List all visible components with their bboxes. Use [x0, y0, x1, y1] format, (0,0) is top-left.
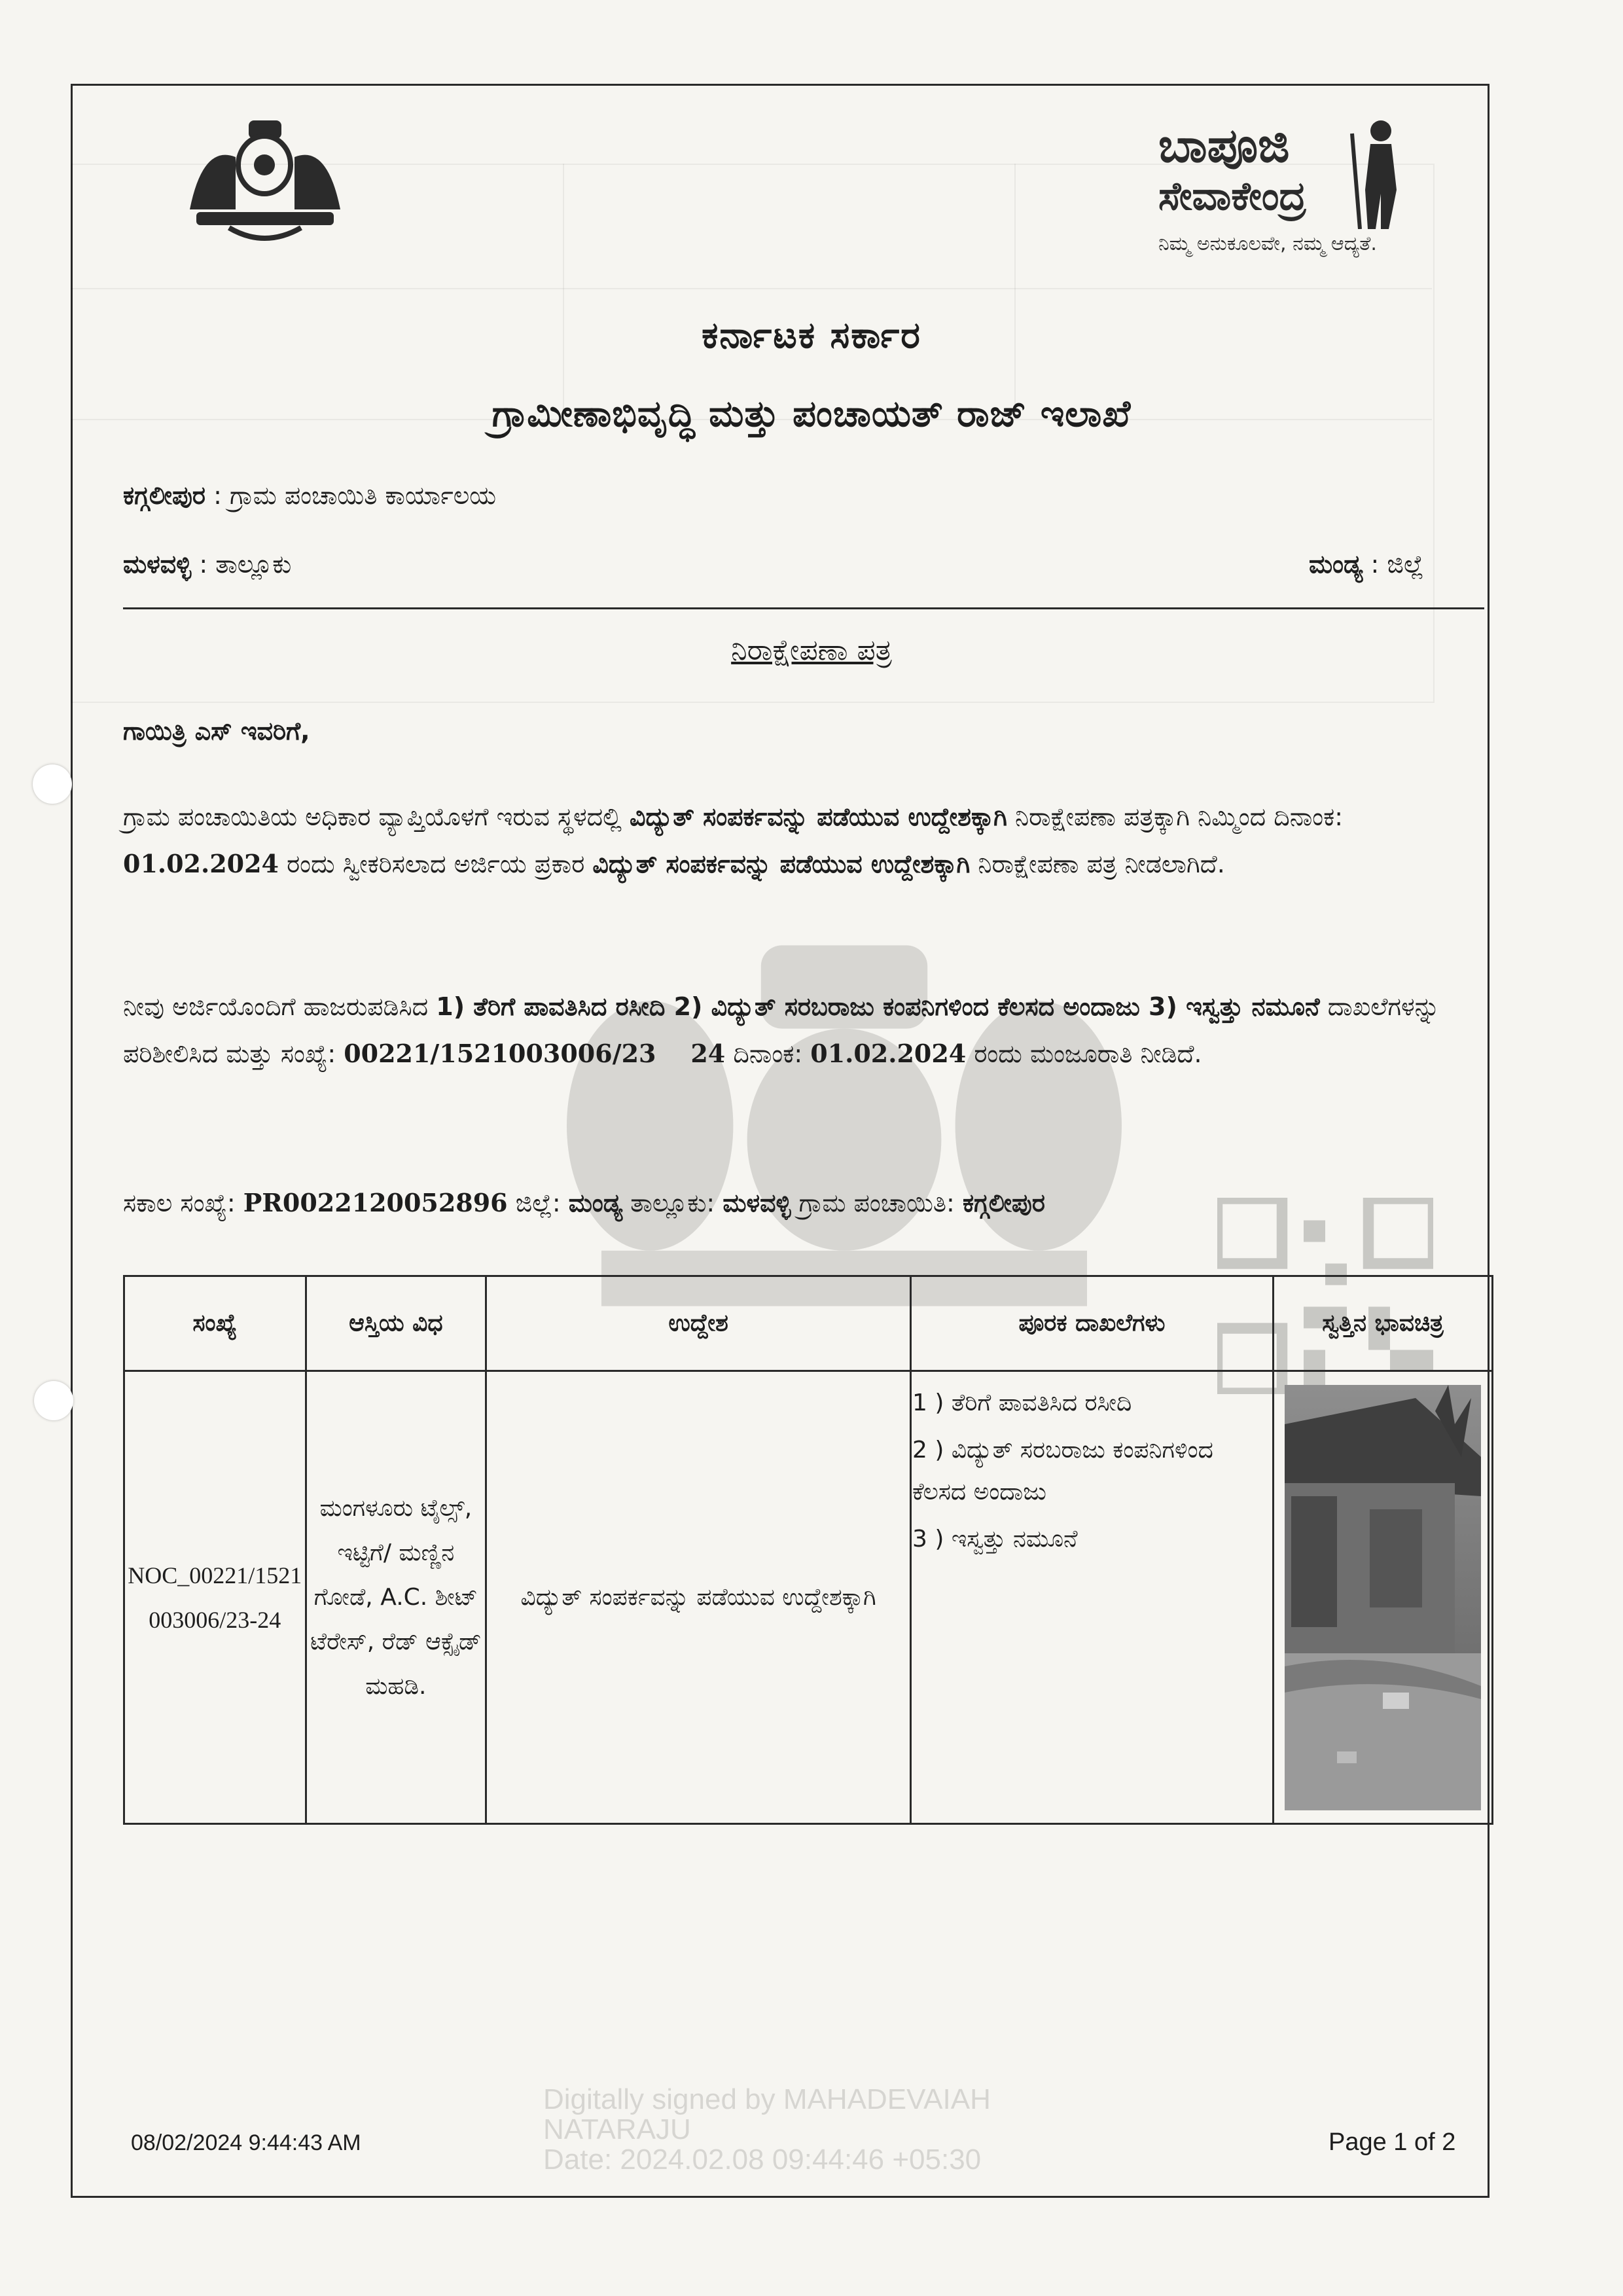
gandhi-figure-icon [1342, 118, 1420, 229]
sakala-gp-label: ಗ್ರಾಮ ಪಂಚಾಯಿತಿ: [791, 1189, 963, 1217]
print-timestamp: 08/02/2024 9:44:43 AM [131, 2130, 361, 2155]
signature-line1: Digitally signed by MAHADEVAIAH [543, 2083, 991, 2115]
sakala-district: ಮಂಡ್ಯ [568, 1189, 623, 1217]
bleed-through-line [71, 288, 1432, 289]
bapuji-sevakendra-logo [1145, 118, 1433, 268]
digital-signature-stamp [543, 2085, 991, 2175]
header-supporting-documents: ಪೂರಕ ದಾಖಲೆಗಳು [911, 1276, 1274, 1371]
sakala-gp: ಕಗ್ಗಲೀಪುರ [962, 1189, 1045, 1217]
noc-number-text: NOC_00221/1521003006/23-24 [128, 1562, 302, 1633]
taluk-line [123, 550, 291, 579]
table-row [124, 1371, 1493, 1824]
para2-date: 01.02.2024 [810, 1039, 967, 1068]
salutation: ಗಾಯಿತ್ರಿ ಎಸ್ ಇವರಿಗೆ, [123, 717, 310, 745]
document-item: 3 ) ಇಸ್ವತ್ತು ನಮೂನೆ [912, 1526, 1078, 1552]
district-label: : ಜಿಲ್ಲೆ [1370, 550, 1424, 579]
para1-text-1: ಗ್ರಾಮ ಪಂಚಾಯಿತಿಯ ಅಧಿಕಾರ ವ್ಯಾಪ್ತಿಯೊಳಗೆ ಇರುವ ಸ್ಥಳದಲ್ಲಿ [123, 802, 630, 831]
header-property-photo: ಸ್ವತ್ತಿನ ಭಾವಚಿತ್ರ [1274, 1276, 1493, 1371]
sakala-line [123, 1188, 1045, 1218]
document-item: 1 ) ತೆರಿಗೆ ಪಾವತಿಸಿದ ರಸೀದಿ [912, 1390, 1132, 1416]
office-label: : ಗ್ರಾಮ ಪಂಚಾಯಿತಿ ಕಾರ್ಯಾಲಯ [213, 481, 497, 510]
supporting-documents [911, 1371, 1274, 1824]
para2-number: 00221/1521003006/23 24 [344, 1039, 726, 1068]
property-photo-cell [1274, 1371, 1493, 1824]
para1-text-4: ನಿರಾಕ್ಷೇಪಣಾ ಪತ್ರ ನೀಡಲಾಗಿದೆ. [970, 850, 1225, 878]
table-header-row [124, 1276, 1493, 1371]
para1-date: 01.02.2024 [123, 849, 279, 878]
sakala-number: PR0022120052896 [243, 1188, 508, 1217]
logo-line2: ಸೇವಾಕೇಂದ್ರ [1158, 173, 1306, 219]
sakala-taluk: ಮಳವಳ್ಳಿ [722, 1189, 791, 1217]
paragraph-1 [123, 793, 1478, 888]
noc-number [124, 1371, 306, 1824]
government-heading: ಕರ್ನಾಟಕ ಸರ್ಕಾರ [702, 314, 921, 357]
property-type [306, 1371, 486, 1824]
page-number: Page 1 of 2 [1329, 2128, 1456, 2156]
bleed-through-line [1014, 164, 1016, 419]
property-type-text: ಮಂಗಳೂರು ಟೈಲ್ಸ್, ಇಟ್ಟಿಗೆ/ ಮಣ್ಣಿನ ಗೋಡೆ, A.C. ಶೀಟ್ ಟೆರೇಸ್, ರೆಡ್ ಆಕ್ಸೈಡ್ ಮಹಡಿ. [310, 1494, 482, 1700]
karnataka-emblem [177, 118, 353, 249]
para2-documents: 1) ತೆರಿಗೆ ಪಾವತಿಸಿದ ರಸೀದಿ 2) ವಿದ್ಯುತ್ ಸರಬರಾಜು ಕಂಪನಿಗಳಿಂದ ಕೆಲಸದ ಅಂದಾಜು 3) ಇಸ್ವತ್ತು ನಮೂನೆ [436, 992, 1320, 1021]
taluk-name: ಮಳವಳ್ಳಿ [123, 550, 192, 579]
paragraph-2 [123, 983, 1478, 1077]
purpose-text: ವಿದ್ಯುತ್ ಸಂಪರ್ಕವನ್ನು ಪಡೆಯುವ ಉದ್ದೇಶಕ್ಕಾಗಿ [520, 1583, 876, 1611]
header-rule [123, 607, 1484, 609]
header-number: ಸಂಖ್ಯೆ [124, 1276, 306, 1371]
logo-tagline: ನಿಮ್ಮ ಅನುಕೂಲವೇ, ನಮ್ಮ ಆದ್ಯತೆ. [1158, 232, 1377, 255]
sakala-taluk-label: ತಾಲ್ಲೂಕು: [622, 1189, 723, 1217]
para2-text-4: ರಂದು ಮಂಜೂರಾತಿ ನೀಡಿದೆ. [966, 1039, 1202, 1068]
state-emblem-watermark [497, 916, 1191, 1335]
signature-line3: Date: 2024.02.08 09:44:46 +05:30 [543, 2144, 982, 2176]
document-item: 2 ) ವಿದ್ಯುತ್ ಸರಬರಾಜು ಕಂಪನಿಗಳಿಂದ ಕೆಲಸದ ಅಂದಾಜು [912, 1437, 1213, 1505]
signature-line2: NATARAJU [543, 2113, 691, 2145]
bleed-through-line [563, 164, 564, 419]
para1-text-3: ರಂದು ಸ್ವೀಕರಿಸಲಾದ ಅರ್ಜಿಯ ಪ್ರಕಾರ [278, 850, 593, 878]
sakala-label: ಸಕಾಲ ಸಂಖ್ಯೆ: [123, 1189, 243, 1217]
para2-text-2: ದಾಖಲೆಗಳನ್ನು ಪರಿಶೀಲಿಸಿದ ಮತ್ತು ಸಂಖ್ಯೆ: [123, 992, 1440, 1068]
para1-purpose-2: ವಿದ್ಯುತ್ ಸಂಪರ್ಕವನ್ನು ಪಡೆಯುವ ಉದ್ದೇಶಕ್ಕಾಗಿ [592, 850, 971, 878]
punch-hole [34, 1381, 73, 1420]
punch-hole [33, 764, 72, 804]
noc-table [123, 1275, 1493, 1825]
para2-text-3: ದಿನಾಂಕ: [725, 1039, 811, 1068]
para1-purpose-1: ವಿದ್ಯುತ್ ಸಂಪರ್ಕವನ್ನು ಪಡೆಯುವ ಉದ್ದೇಶಕ್ಕಾಗಿ [630, 802, 1007, 831]
office-line [123, 481, 496, 511]
header-purpose: ಉದ್ದೇಶ [486, 1276, 911, 1371]
taluk-label: : ತಾಲ್ಲೂಕು [199, 550, 292, 579]
department-heading: ಗ್ರಾಮೀಣಾಭಿವೃದ್ಧಿ ಮತ್ತು ಪಂಚಾಯತ್ ರಾಜ್ ಇಲಾಖೆ [491, 393, 1132, 435]
purpose [486, 1371, 911, 1824]
district-name: ಮಂಡ್ಯ [1309, 550, 1363, 579]
header-property-type: ಆಸ್ತಿಯ ವಿಧ [306, 1276, 486, 1371]
logo-line1: ಬಾಪೂಜಿ [1158, 118, 1290, 173]
sakala-district-label: ಜಿಲ್ಲೆ: [507, 1189, 569, 1217]
property-photo [1285, 1385, 1481, 1810]
district-line [1309, 550, 1424, 579]
document-title: ನಿರಾಕ್ಷೇಪಣಾ ಪತ್ರ [731, 634, 892, 667]
para2-text-1: ನೀವು ಅರ್ಜಿಯೊಂದಿಗೆ ಹಾಜರುಪಡಿಸಿದ [123, 992, 437, 1021]
para1-text-2: ನಿರಾಕ್ಷೇಪಣಾ ಪತ್ರಕ್ಕಾಗಿ ನಿಮ್ಮಿಂದ ದಿನಾಂಕ: [1007, 802, 1344, 831]
village-name: ಕಗ್ಗಲೀಪುರ [123, 481, 206, 510]
